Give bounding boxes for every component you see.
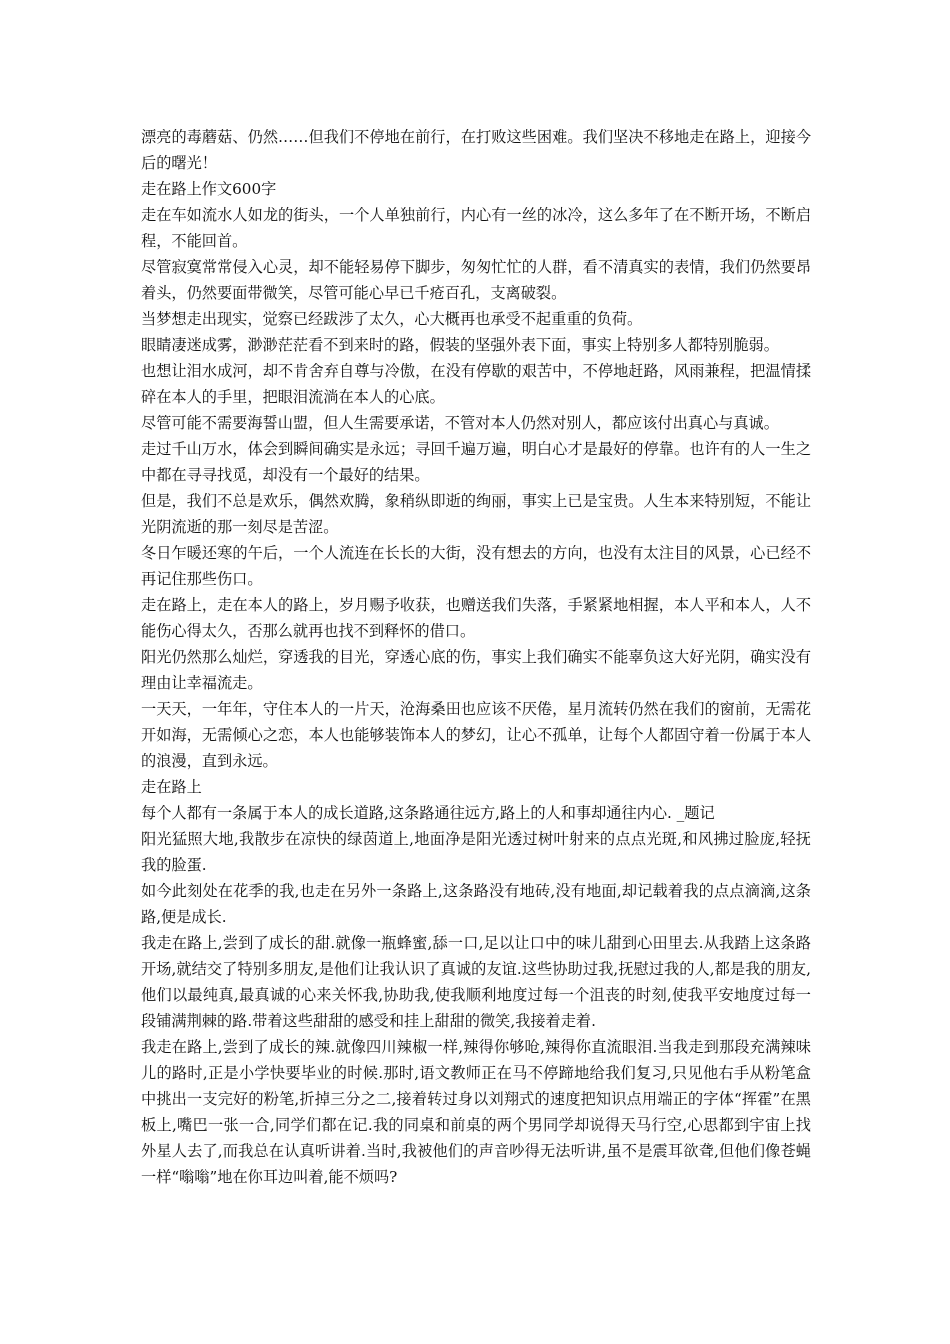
paragraph: 眼睛凄迷成雾，渺渺茫茫看不到来时的路，假装的坚强外表下面，事实上特别多人都特别脆弱。 [141,336,779,354]
essay-title: 走在路上作文600字 [141,180,277,198]
paragraph: 冬日乍暖还寒的午后，一个人流连在长长的大街，没有想去的方向，也没有太注目的风景，心已经不再记住那些伤口。 [141,544,811,588]
paragraph: 漂亮的毒蘑菇、仍然……但我们不停地在前行，在打败这些困难。我们坚决不移地走在路上，迎接今后的曙光！ [141,128,811,172]
paragraph: 我走在路上,尝到了成长的辣.就像四川辣椒一样,辣得你够呛,辣得你直流眼泪.当我走到那段充满辣味儿的路时,正是小学快要毕业的时候.那时,语文教师正在马不停蹄地给我们复习,只见他右手从粉笔盒中挑出一支完好的粉笔,折掉三分之二,接着转过身以刘翔式的速度把知识点用端正的字体“挥霍”在黑板上,嘴巴一张一合,同学们都在记.我的同桌和前桌的两个男同学却说得天马行空,心思都到宇宙上找外星人去了,而我总在认真听讲着.当时,我被他们的声音吵得无法听讲,虽不是震耳欲聋,但他们像苍蝇一样“嗡嗡”地在你耳边叫着,能不烦吗? [141,1038,811,1186]
paragraph: 如今此刻处在花季的我,也走在另外一条路上,这条路没有地砖,没有地面,却记载着我的点点滴滴,这条路,便是成长. [141,882,811,926]
paragraph: 走在车如流水人如龙的街头，一个人单独前行，内心有一丝的冰冷，这么多年了在不断开场，不断启程，不能回首。 [141,206,811,250]
paragraph: 但是，我们不总是欢乐，偶然欢腾，象稍纵即逝的绚丽，事实上已是宝贵。人生本来特别短，不能让光阴流逝的那一刻尽是苦涩。 [141,492,811,536]
paragraph: 阳光猛照大地,我散步在凉快的绿茵道上,地面净是阳光透过树叶射来的点点光斑,和风拂过脸庞,轻抚我的脸蛋. [141,830,811,874]
paragraph: 尽管寂寞常常侵入心灵，却不能轻易停下脚步，匆匆忙忙的人群，看不清真实的表情，我们仍然要昂着头，仍然要面带微笑，尽管可能心早已千疮百孔，支离破裂。 [141,258,811,302]
essay-title: 走在路上 [141,778,202,796]
paragraph: 走在路上，走在本人的路上，岁月赐予收获，也赠送我们失落，手紧紧地相握，本人平和本人，人不能伤心得太久，否那么就再也找不到释怀的借口。 [141,596,811,640]
paragraph: 也想让泪水成河，却不肯舍弃自尊与冷傲，在没有停歇的艰苦中，不停地赶路，风雨兼程，把温情揉碎在本人的手里，把眼泪流淌在本人的心底。 [141,362,811,406]
paragraph: 走过千山万水，体会到瞬间确实是永远；寻回千遍万遍，明白心才是最好的停靠。也许有的人一生之中都在寻寻找觅，却没有一个最好的结果。 [141,440,811,484]
epigraph: 每个人都有一条属于本人的成长道路,这条路通往远方,路上的人和事却通往内心. _题记 [141,804,715,822]
paragraph: 我走在路上,尝到了成长的甜.就像一瓶蜂蜜,舔一口,足以让口中的味儿甜到心田里去.从我踏上这条路开场,就结交了特别多朋友,是他们让我认识了真诚的友谊.这些协助过我,抚慰过我的人,都是我的朋友,他们以最纯真,最真诚的心来关怀我,协助我,使我顺利地度过每一个沮丧的时刻,使我平安地度过每一段铺满荆棘的路.带着这些甜甜的感受和挂上甜甜的微笑,我接着走着. [141,934,811,1030]
paragraph: 当梦想走出现实，觉察已经跋涉了太久，心大概再也承受不起重重的负荷。 [141,310,643,328]
paragraph: 阳光仍然那么灿烂，穿透我的目光，穿透心底的伤，事实上我们确实不能辜负这大好光阴，确实没有理由让幸福流走。 [141,648,811,692]
paragraph: 尽管可能不需要海誓山盟，但人生需要承诺，不管对本人仍然对别人，都应该付出真心与真诚。 [141,414,779,432]
paragraph: 一天天，一年年，守住本人的一片天，沧海桑田也应该不厌倦，星月流转仍然在我们的窗前，无需花开如海，无需倾心之恋，本人也能够装饰本人的梦幻，让心不孤单，让每个人都固守着一份属于本人的浪漫，直到永远。 [141,700,811,770]
document-body [141,124,811,1190]
